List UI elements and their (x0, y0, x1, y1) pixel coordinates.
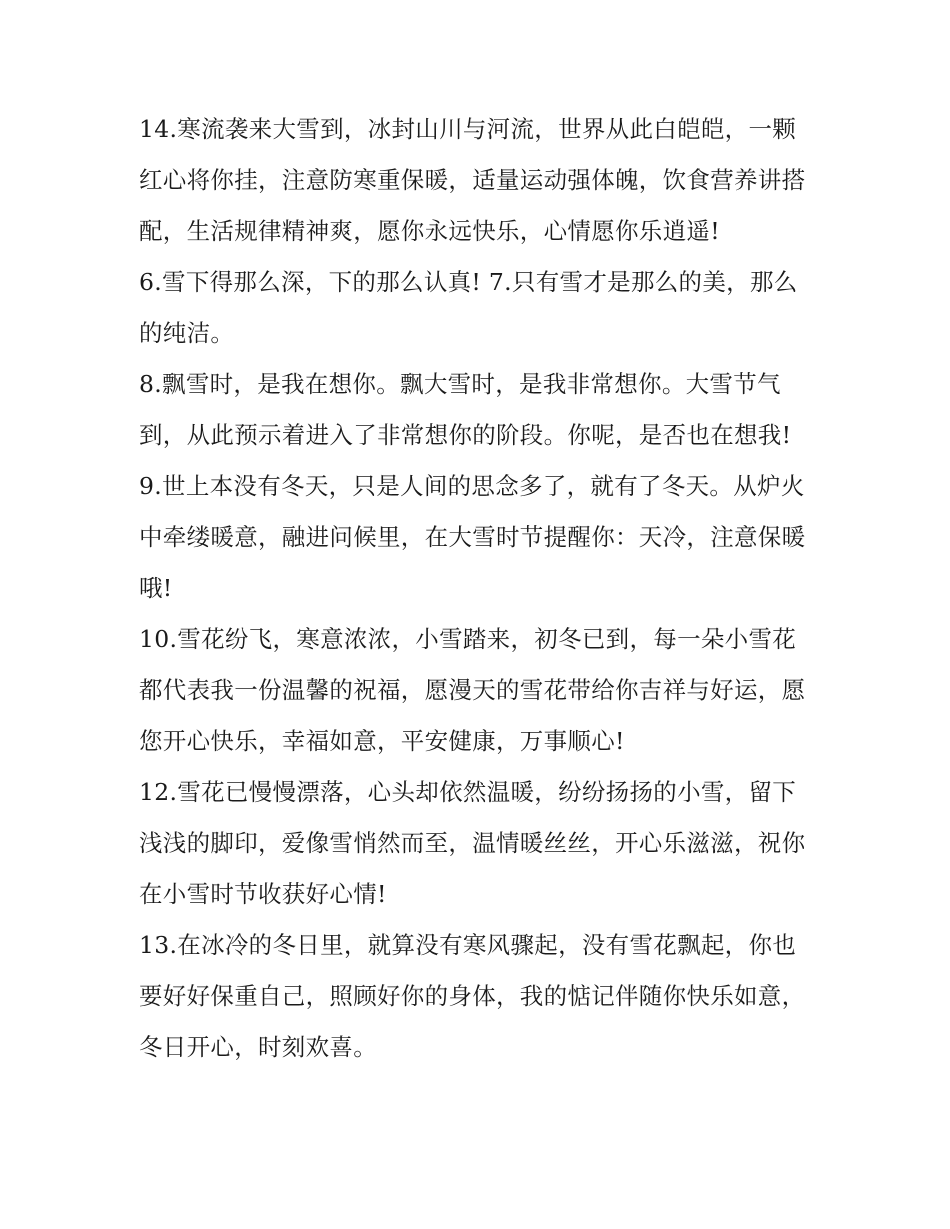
paragraph-12: 12.雪花已慢慢漂落，心头却依然温暖，纷纷扬扬的小雪，留下浅浅的脚印，爱像雪悄然而至，温情暖丝丝，开心乐滋滋，祝你在小雪时节收获好心情! (139, 778, 806, 908)
paragraph-8: 8.飘雪时，是我在想你。飘大雪时，是我非常想你。大雪节气到，从此预示着进入了非常想你的阶段。你呢，是否也在想我! (139, 370, 792, 449)
paragraph-13: 13.在冰冷的冬日里，就算没有寒风骤起，没有雪花飘起，你也要好好保重自己，照顾好你的身体，我的惦记伴随你快乐如意，冬日开心，时刻欢喜。 (139, 931, 806, 1061)
paragraph-10: 10.雪花纷飞，寒意浓浓，小雪踏来，初冬已到，每一朵小雪花都代表我一份温馨的祝福，愿漫天的雪花带给你吉祥与好运，愿您开心快乐，幸福如意，平安健康，万事顺心! (139, 625, 806, 755)
document-body (139, 104, 814, 1073)
paragraph-14: 14.寒流袭来大雪到，冰封山川与河流，世界从此白皑皑，一颗红心将你挂，注意防寒重保暖，适量运动强体魄，饮食营养讲搭配，生活规律精神爽，愿你永远快乐，心情愿你乐逍遥! (139, 115, 806, 245)
paragraph-6-7: 6.雪下得那么深，下的那么认真! 7.只有雪才是那么的美，那么的纯洁。 (139, 268, 798, 347)
paragraph-9: 9.世上本没有冬天，只是人间的思念多了，就有了冬天。从炉火中牵缕暖意，融进问候里，在大雪时节提醒你：天冷，注意保暖哦! (139, 472, 806, 602)
